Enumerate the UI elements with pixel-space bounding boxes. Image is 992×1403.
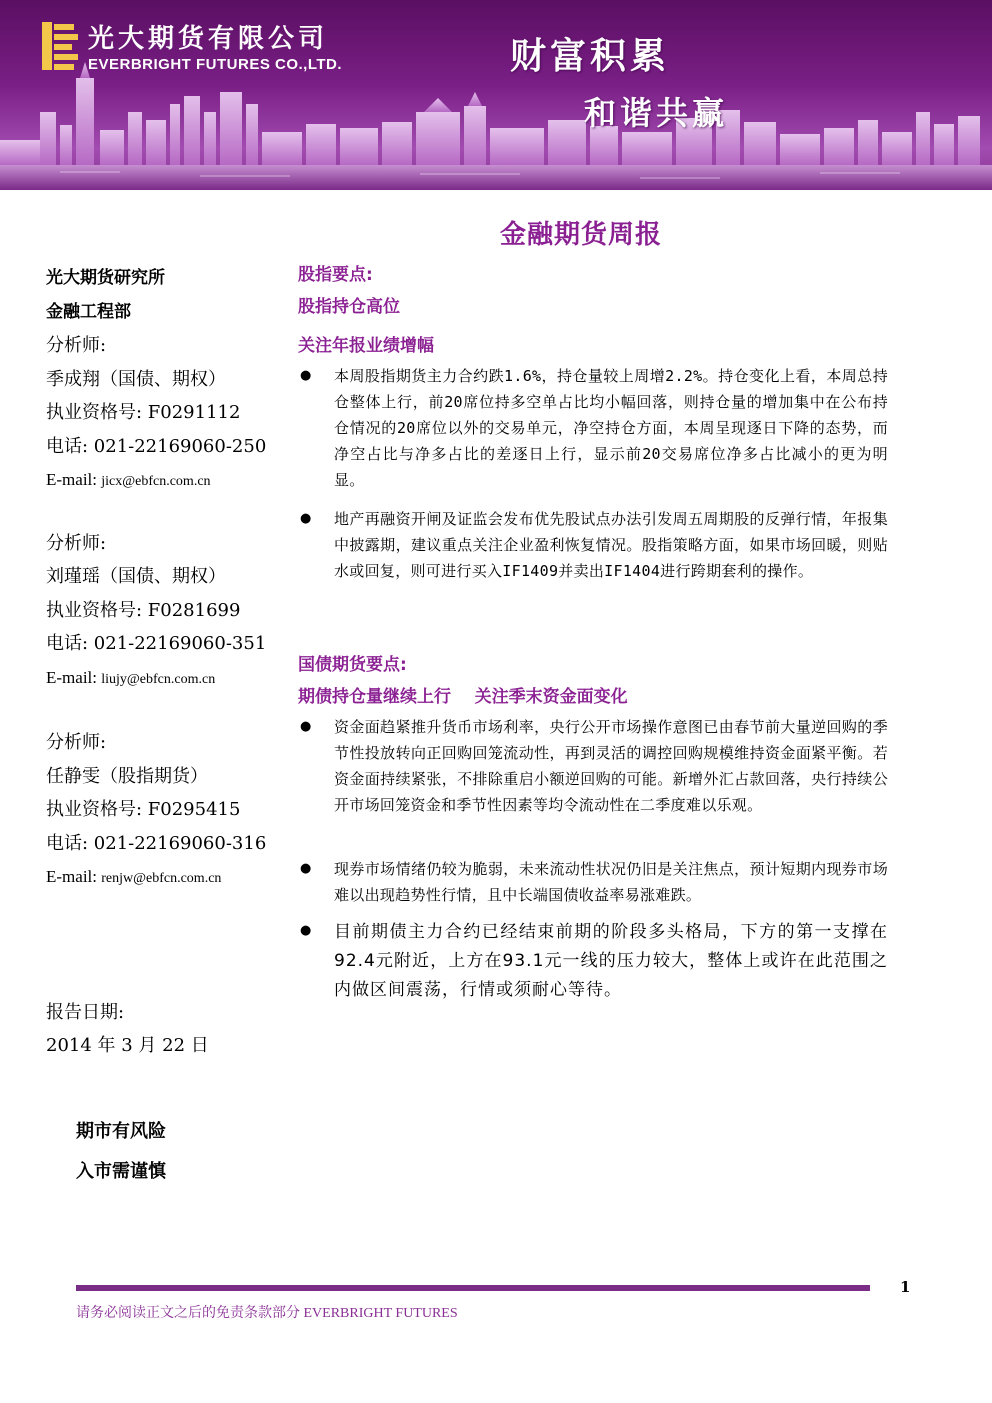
analyst-block [46, 329, 286, 497]
footer-divider [76, 1285, 870, 1291]
disclaimer-link[interactable]: 请务必阅读正文之后的免责条款部分 EVERBRIGHT FUTURES [76, 1306, 458, 1321]
company-name-en: EVERBRIGHT FUTURES CO.,LTD. [88, 56, 343, 73]
bullet-icon: ● [300, 861, 312, 876]
analyst-name: 刘瑾瑶（国债、期权） [46, 566, 226, 587]
bond-heading: 国债期货要点: [298, 655, 407, 675]
bullet-text: 目前期债主力合约已经结束前期的阶段多头格局，下方的第一支撑在92.4元附近，上方在93.1元一线的压力较大，整体上或许在此范围之内做区间震荡，行情或须耐心等待。 [334, 922, 888, 1000]
analyst-phone: 电话: 021-22169060-351 [46, 633, 267, 654]
bullet-text: 资金面趋紧推升货币市场利率，央行公开市场操作意图已由春节前大量逆回购的季节性投放转向正回购回笼流动性，再到灵活的调控回购规模维持资金面紧平衡。若资金面持续紧张，不排除重启小额逆回购的可能。新增外汇占款回落，央行持续公开市场回笼资金和季节性因素等均令流动性在二季度难以乐观。 [334, 718, 888, 814]
list-item [298, 714, 888, 818]
slogan-line-2: 和谐共赢 [584, 94, 729, 132]
header-banner [0, 0, 992, 190]
report-date-label: 报告日期: [46, 1002, 125, 1023]
list-item [298, 363, 888, 493]
bullet-icon: ● [300, 368, 312, 383]
bullet-icon: ● [300, 923, 312, 938]
analyst-license: 执业资格号: F0291112 [46, 402, 241, 423]
stock-index-heading: 股指要点: [298, 265, 373, 285]
department: 金融工程部 [46, 301, 131, 322]
analyst-name: 季成翔（国债、期权） [46, 368, 226, 390]
list-item [298, 506, 888, 584]
research-institute: 光大期货研究所 [46, 268, 165, 288]
analyst-email-row [46, 860, 286, 894]
analyst-email-row [46, 463, 286, 497]
analyst-license: 执业资格号: F0281699 [46, 599, 241, 621]
analyst-name: 任静雯（股指期货） [46, 765, 208, 787]
stock-index-subheading-2: 关注年报业绩增幅 [298, 336, 434, 356]
analyst-role: 分析师: [46, 532, 107, 554]
analyst-phone: 电话: 021-22169060-316 [46, 832, 267, 854]
bullet-text: 地产再融资开闸及证监会发布优先股试点办法引发周五周期股的反弹行情，年报集中披露期，建议重点关注企业盈利恢复情况。股指策略方面，如果市场回暖，则贴水或回复，则可进行买入IF1409并卖出IF1404进行跨期套利的操作。 [334, 510, 888, 580]
company-logo-icon [42, 22, 78, 70]
list-item [298, 918, 888, 1005]
analyst-license: 执业资格号: F0295415 [46, 799, 241, 820]
analyst-role: 分析师: [46, 335, 107, 356]
analyst-email-row [46, 661, 286, 695]
bullet-icon: ● [300, 719, 312, 734]
analyst-block [46, 726, 286, 894]
analyst-sidebar [46, 262, 286, 894]
bullet-text: 本周股指期货主力合约跌1.6%，持仓量较上周增2.2%。持仓变化上看，本周总持仓整体上行，前20席位持多空单占比均小幅回落，则持仓量的增加集中在公布持仓情况的20席位以外的交易单元，净空持仓方面，本周呈现逐日下降的态势，而净空占比与净多占比的差逐日上行，显示前20交易席位净多占比减小的更为明显。 [334, 367, 888, 489]
risk-warning [76, 1112, 166, 1192]
risk-line-2: 入市需谨慎 [76, 1161, 166, 1182]
analyst-email[interactable]: liujy@ebfcn.com.cn [101, 671, 216, 687]
email-label: E-mail: [46, 470, 102, 489]
email-label: E-mail: [46, 667, 102, 687]
bond-subheading: 期债持仓量继续上行 关注季末资金面变化 [298, 687, 628, 707]
company-name-cn: 光大期货有限公司 [88, 24, 329, 54]
report-date-block [46, 996, 209, 1062]
analyst-block [46, 527, 286, 695]
analyst-email[interactable]: renjw@ebfcn.com.cn [101, 871, 222, 886]
analyst-role: 分析师: [46, 732, 107, 753]
analyst-phone: 电话: 021-22169060-250 [46, 435, 267, 457]
stock-index-subheading-1: 股指持仓高位 [298, 297, 400, 317]
bullet-icon: ● [300, 511, 312, 526]
slogan-line-1: 财富积累 [510, 36, 671, 77]
analyst-email[interactable]: jicx@ebfcn.com.cn [101, 474, 211, 489]
list-item [298, 856, 888, 908]
report-title: 金融期货周报 [500, 220, 663, 250]
bullet-text: 现券市场情绪仍较为脆弱，未来流动性状况仍旧是关注焦点，预计短期内现券市场难以出现趋势性行情，且中长端国债收益率易涨难跌。 [334, 860, 888, 904]
email-label: E-mail: [46, 867, 102, 886]
risk-line-1: 期市有风险 [76, 1121, 166, 1142]
report-date: 2014 年 3 月 22 日 [46, 1035, 209, 1056]
page-number: 1 [900, 1278, 911, 1296]
